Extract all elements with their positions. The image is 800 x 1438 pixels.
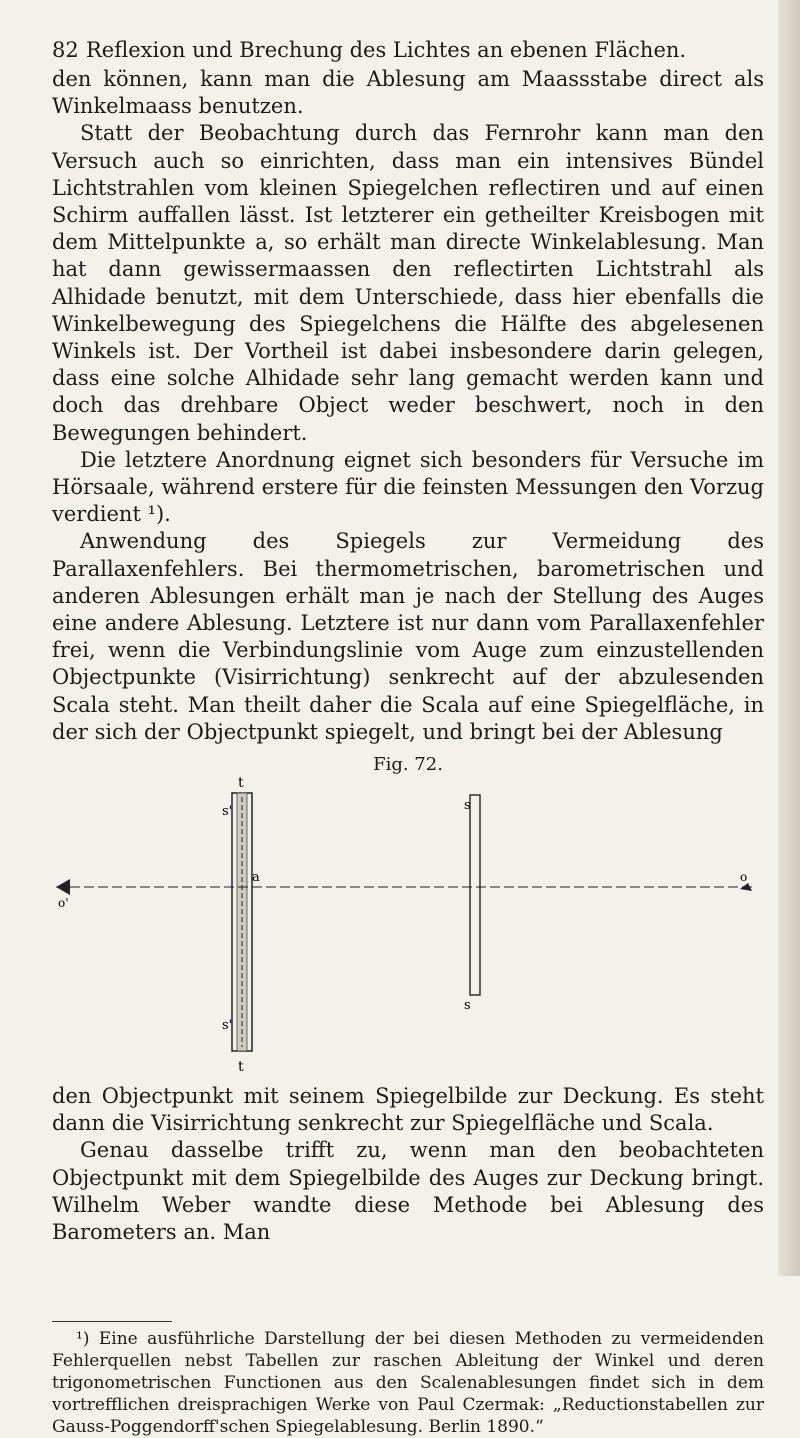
label-t-top: t: [238, 777, 244, 792]
label-a: a: [252, 870, 260, 886]
label-s-prime-top: s': [222, 804, 233, 820]
book-page: [52, 36, 764, 1438]
paragraph-deckung: den Objectpunkt mit seinem Spiegelbilde zur Deckung. Es steht dann die Visirrichtung senkrecht zur Spiegelfläche und Scala.: [52, 1084, 764, 1136]
label-s-top: s: [464, 798, 471, 814]
paragraph-alhidade: Statt der Beobachtung durch das Fernrohr kann man den Versuch auch so einrichten, dass man ein intensives Bündel Lichtstrahlen vom kleinen Spiegelchen reflectiren und auf einen Schirm auffallen lässt. Ist letzterer ein getheilter Kreisbogen mit dem Mittelpunkte a, so erhält man directe Winkelablesung. Man hat dann gewissermaassen den reflectirten Lichtstrahl als Alhidade benutzt, mit dem Unterschiede, dass hier ebenfalls die Winkelbewegung des Spiegelchens die Hälfte des abgelesenen Winkels ist. Der Vortheil ist dabei insbesondere darin gelegen, dass eine solche Alhidade sehr lang gemacht werden kann und doch das drehbare Object weder beschwert, noch in den Bewegungen behindert.: [52, 121, 764, 445]
page-number: 82: [52, 38, 79, 62]
label-o-prime: o': [58, 896, 69, 911]
figure-72-diagram: [52, 777, 764, 1077]
footnote: [52, 1328, 764, 1438]
footnote-rule: [52, 1321, 172, 1322]
scale-object: [470, 795, 480, 995]
eye-arrow-icon: [56, 879, 70, 895]
paragraph-parallax: Anwendung des Spiegels zur Vermeidung des Parallaxenfehlers. Bei thermometrischen, barometrischen und anderen Ablesungen erhält man je nach der Stellung des Auges eine andere Ablesung. Letztere ist nur dann vom Parallaxenfehler frei, wenn die Verbindungslinie vom Auge zum einzustellenden Objectpunkte (Visirrichtung) senkrecht auf der abzulesenden Scala steht. Man theilt daher die Scala auf eine Spiegelfläche, in der sich der Objectpunkt spiegelt, und bringt bei der Ablesung: [52, 529, 764, 744]
paragraph-continuation: den können, kann man die Ablesung am Maassstabe direct als Winkelmaass benutzen.: [52, 67, 764, 119]
adjacent-page-edge: [778, 0, 800, 1276]
label-s-prime-bottom: s': [222, 1018, 233, 1034]
label-t-bottom: t: [238, 1059, 244, 1076]
label-s-bottom: s: [464, 998, 471, 1014]
paragraph-weber: Genau dasselbe trifft zu, wenn man den beobachteten Objectpunkt mit dem Spiegelbilde des Auges zur Deckung bringt. Wilhelm Weber wandte diese Methode bei Ablesung des Barometers an. Man: [52, 1138, 764, 1245]
running-header: [52, 36, 764, 64]
figure-72: [52, 777, 764, 1307]
footnote-text: ¹) Eine ausführliche Darstellung der bei diesen Methoden zu vermeidenden Fehlerquellen nebst Tabellen zur raschen Ableitung der Winkel und deren trigonometrischen Functionen aus den Scalenablesungen findet sich in dem vortrefflichen dreisprachigen Werke von Paul Czermak: „Reductionstabellen zur Gauss-Poggendorff'schen Spiegelablesung. Berlin 1890.“: [52, 1329, 764, 1438]
paragraph-hoersaal: Die letztere Anordnung eignet sich besonders für Versuche im Hörsaale, während erstere für die feinsten Messungen den Vorzug verdient ¹).: [52, 447, 764, 527]
label-o: o: [740, 870, 748, 885]
figure-caption: Fig. 72.: [373, 754, 443, 776]
running-title: Reflexion und Brechung des Lichtes an ebenen Flächen.: [86, 38, 687, 62]
